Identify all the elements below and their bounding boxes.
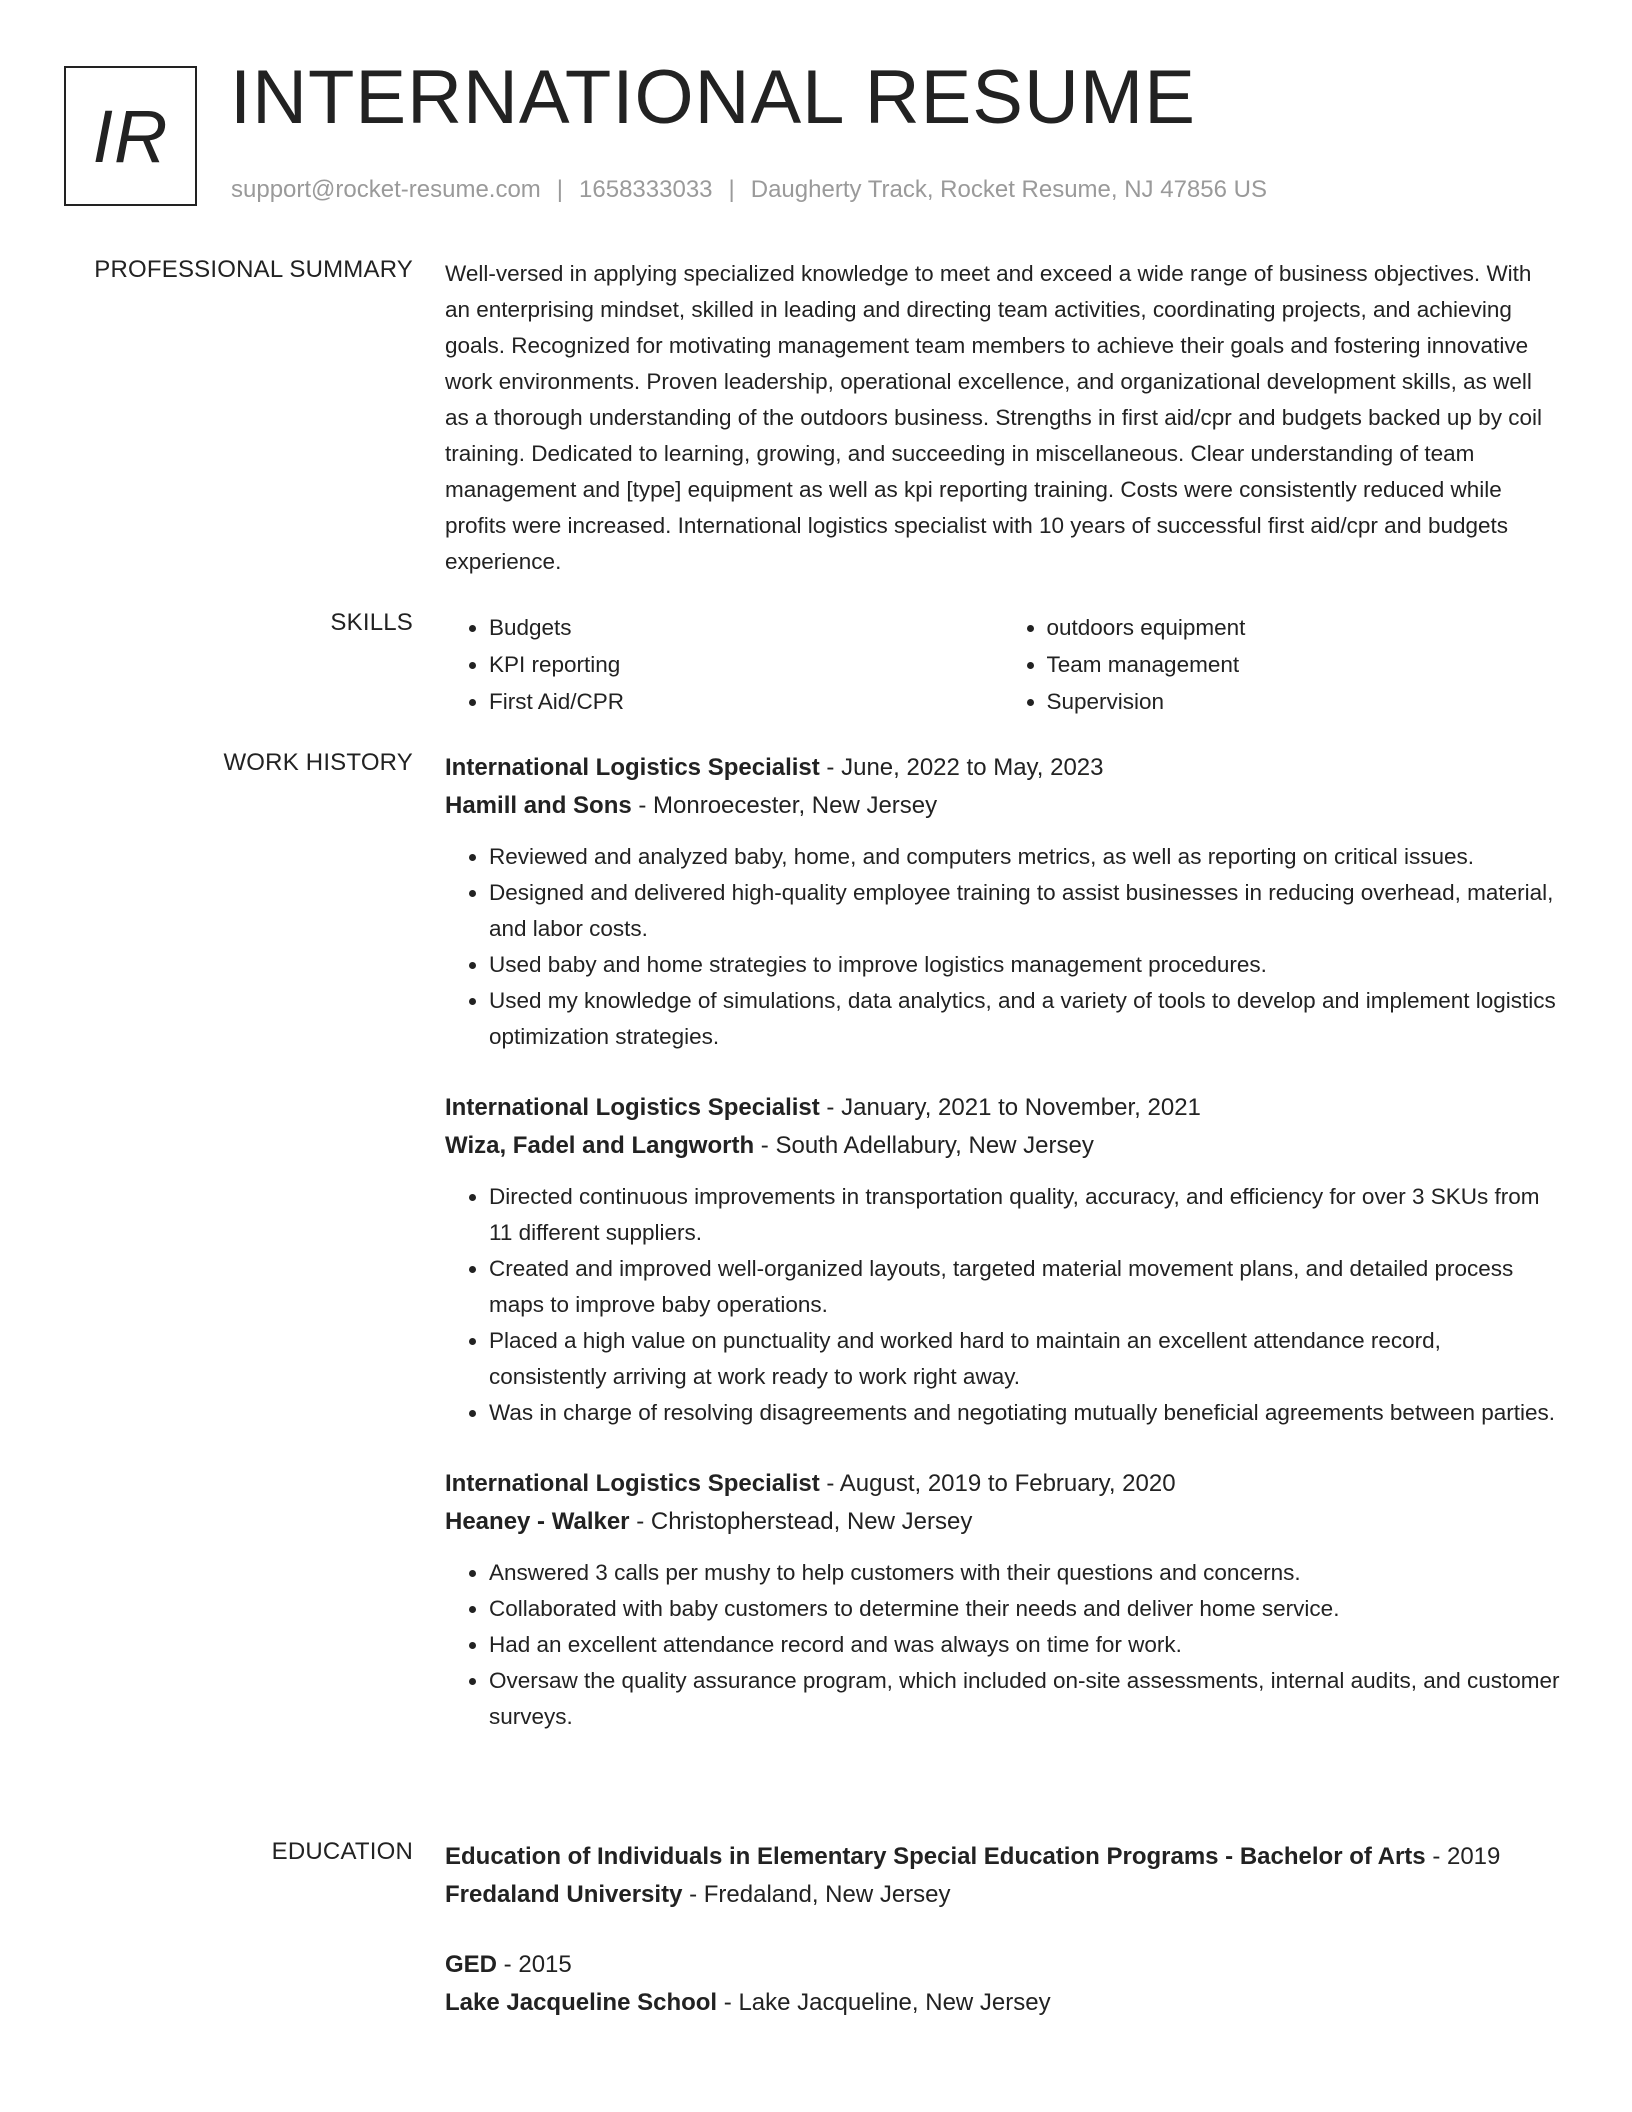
education-school-line [445, 1984, 1560, 2022]
job-title: International Logistics Specialist [445, 754, 820, 781]
skills-body [445, 609, 1560, 720]
job-title-line [445, 749, 1560, 787]
contact-separator: | [556, 176, 564, 203]
job-company-line [445, 1503, 1560, 1541]
job-bullet-list [445, 839, 1560, 1055]
job-company: Wiza, Fadel and Langworth [445, 1132, 755, 1159]
job-bullet: • Had an excellent attendance record and was always on time for work. [489, 1627, 1560, 1663]
job-entry [445, 749, 1560, 1055]
contact-phone: 1658333033 [579, 176, 713, 203]
job-bullet: • Used baby and home strategies to improve logistics management procedures. [489, 947, 1560, 983]
education-location: - Lake Jacqueline, New Jersey [717, 1989, 1051, 2016]
education-label: EDUCATION [271, 1838, 413, 1865]
education-degree: Education of Individuals in Elementary Special Education Programs - Bachelor of Arts [445, 1843, 1426, 1870]
summary-text: Well-versed in applying specialized knowledge to meet and exceed a wide range of business objectives. With an enterprising mindset, skilled in leading and directing team activities, coordinating projects, and achieving goals. Recognized for motivating management team members to achieve their goals and fostering innovative work environments. Proven leadership, operational excellence, and organizational development skills, as well as a thorough understanding of the outdoors business. Strengths in first aid/cpr and budgets backed up by coil training. Dedicated to learning, growing, and succeeding in miscellaneous. Clear understanding of team management and [type] equipment as well as kpi reporting training. Costs were consistently reduced while profits were increased. International logistics specialist with 10 years of successful first aid/cpr and budgets experience. [445, 261, 1542, 574]
education-year: - 2015 [497, 1951, 572, 1978]
education-degree-line [445, 1946, 1560, 1984]
job-company: Heaney - Walker [445, 1508, 630, 1535]
summary-label: PROFESSIONAL SUMMARY [94, 256, 413, 283]
education-school: Lake Jacqueline School [445, 1989, 718, 2016]
job-entry [445, 1089, 1560, 1431]
job-company: Hamill and Sons [445, 792, 632, 819]
education-entry [445, 1946, 1560, 2022]
education-year: - 2019 [1425, 1843, 1501, 1870]
job-bullet: • Used my knowledge of simulations, data analytics, and a variety of tools to develop and implement logistics optimization strategies. [489, 983, 1560, 1055]
skills-grid [445, 609, 1560, 720]
job-bullet-list [445, 1179, 1560, 1431]
job-title: International Logistics Specialist [445, 1470, 820, 1497]
education-degree: GED [445, 1951, 498, 1978]
skills-list-right [1003, 609, 1561, 720]
summary-body [445, 256, 1560, 580]
skill-item: • KPI reporting [489, 646, 1003, 683]
job-company-line [445, 787, 1560, 825]
job-title-line [445, 1465, 1560, 1503]
job-location: - South Adellabury, New Jersey [754, 1132, 1094, 1159]
work-history-label: WORK HISTORY [223, 749, 413, 776]
education-body [445, 1838, 1560, 2054]
job-bullet: • Created and improved well-organized layouts, targeted material movement plans, and detailed process maps to improve baby operations. [489, 1251, 1560, 1323]
contact-email: support@rocket-resume.com [231, 176, 541, 203]
job-bullet: • Directed continuous improvements in transportation quality, accuracy, and efficiency for over 3 SKUs from 11 different suppliers. [489, 1179, 1560, 1251]
job-dates: - January, 2021 to November, 2021 [819, 1094, 1201, 1121]
job-location: - Christopherstead, New Jersey [629, 1508, 973, 1535]
education-degree-line [445, 1838, 1560, 1876]
job-bullet: • Was in charge of resolving disagreements and negotiating mutually beneficial agreements between parties. [489, 1395, 1560, 1431]
skill-item: • First Aid/CPR [489, 683, 1003, 720]
job-dates: - June, 2022 to May, 2023 [819, 754, 1104, 781]
job-bullet: • Oversaw the quality assurance program, which included on-site assessments, internal audits, and customer surveys. [489, 1663, 1560, 1735]
contact-separator: | [728, 176, 735, 203]
job-bullet-list [445, 1555, 1560, 1735]
skills-list-left [445, 609, 1003, 720]
skill-item: • Budgets [489, 609, 1003, 646]
job-bullet: • Placed a high value on punctuality and worked hard to maintain an excellent attendance record, consistently arriving at work ready to work right away. [489, 1323, 1560, 1395]
job-bullet: • Answered 3 calls per mushy to help customers with their questions and concerns. [489, 1555, 1560, 1591]
resume-title: INTERNATIONAL RESUME [230, 55, 1196, 140]
education-school: Fredaland University [445, 1881, 683, 1908]
education-location: - Fredaland, New Jersey [682, 1881, 951, 1908]
skills-label: SKILLS [330, 609, 413, 636]
contact-line [231, 176, 1267, 204]
education-school-line [445, 1876, 1560, 1914]
skill-item: • Team management [1047, 646, 1561, 683]
job-title-line [445, 1089, 1560, 1127]
job-company-line [445, 1127, 1560, 1165]
job-title: International Logistics Specialist [445, 1094, 820, 1121]
skill-item: • Supervision [1047, 683, 1561, 720]
job-bullet: • Designed and delivered high-quality employee training to assist businesses in reducing overhead, material, and labor costs. [489, 875, 1560, 947]
job-entry [445, 1465, 1560, 1735]
monogram-logo: IR [64, 66, 197, 206]
job-bullet: • Reviewed and analyzed baby, home, and computers metrics, as well as reporting on critical issues. [489, 839, 1560, 875]
job-location: - Monroecester, New Jersey [631, 792, 938, 819]
job-bullet: • Collaborated with baby customers to determine their needs and deliver home service. [489, 1591, 1560, 1627]
job-dates: - August, 2019 to February, 2020 [819, 1470, 1176, 1497]
skill-item: • outdoors equipment [1047, 609, 1561, 646]
contact-address: Daugherty Track, Rocket Resume, NJ 47856 US [750, 176, 1267, 203]
work-history-body [445, 749, 1560, 1769]
education-entry [445, 1838, 1560, 1914]
